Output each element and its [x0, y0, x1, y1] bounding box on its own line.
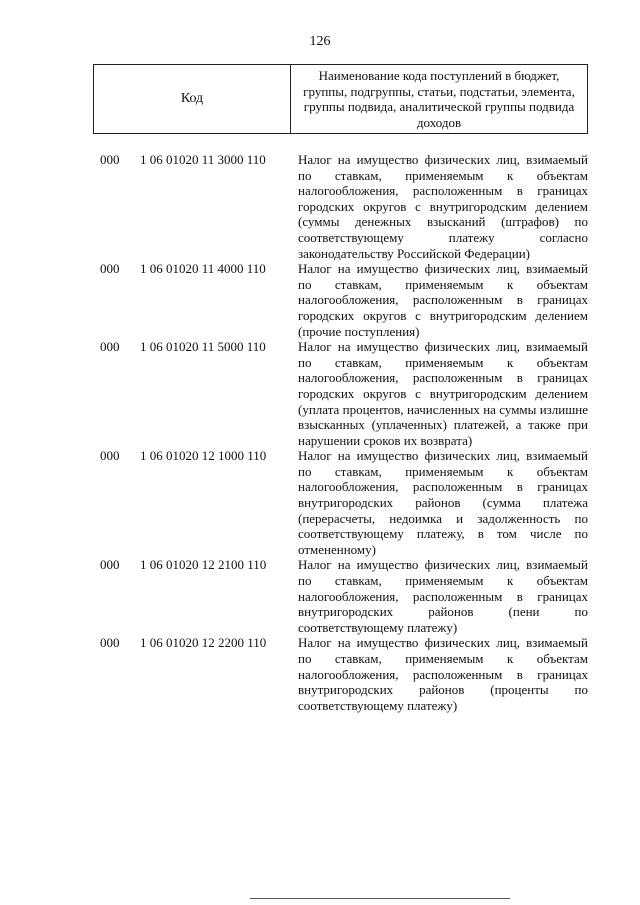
admin-code: 000	[100, 152, 120, 167]
income-name: Налог на имущество физических лиц, взимаемый по ставкам, применяемым к объектам налогообложения, расположенным в границах внутригородских районов (пени по соответствующему платежу)	[298, 557, 588, 635]
page-number: 126	[309, 34, 331, 49]
table-row	[0, 339, 640, 448]
table-row	[0, 448, 640, 557]
income-name: Налог на имущество физических лиц, взимаемый по ставкам, применяемым к объектам налогообложения, расположенным в границах городских округов с внутригородским делением (уплата процентов, начисленных на суммы излишне взысканных (уплаченных) платежей, а также при нарушении сроков их возврата)	[298, 339, 588, 448]
header-code-label: Код	[94, 65, 291, 133]
header-name-label: Наименование кода поступлений в бюджет, группы, подгруппы, статьи, подстатьи, элемента, группы подвида, аналитической группы подвида доходов	[303, 68, 575, 130]
admin-code: 000	[100, 448, 120, 464]
admin-code: 000	[100, 339, 120, 355]
table-row	[0, 557, 640, 635]
table-row	[0, 261, 640, 339]
admin-code: 000	[100, 261, 120, 277]
income-code: 1 06 01020 12 2100 110	[140, 557, 267, 573]
page-bottom-edge	[250, 898, 510, 899]
income-name: Налог на имущество физических лиц, взимаемый по ставкам, применяемым к объектам налогообложения, расположенным в границах городских округов с внутригородским делением (прочие поступления)	[298, 261, 588, 339]
income-code: 1 06 01020 11 4000 110	[140, 261, 266, 277]
table-row	[0, 152, 640, 261]
income-code-list	[0, 152, 640, 713]
admin-code: 000	[100, 557, 120, 573]
table-row	[0, 635, 640, 713]
income-code: 1 06 01020 11 5000 110	[140, 339, 266, 355]
table-header	[93, 64, 588, 134]
income-name: Налог на имущество физических лиц, взимаемый по ставкам, применяемым к объектам налогообложения, расположенным в границах внутригородских районов (сумма платежа (перерасчеты, недоимка и задолженность по соответствующему платежу, в том числе по отмененному)	[298, 448, 588, 557]
income-name: Налог на имущество физических лиц, взимаемый по ставкам, применяемым к объектам налогообложения, расположенным в границах городских округов с внутригородским делением (суммы денежных взысканий (штрафов) по соответствующему платежу согласно законодательству Российской Федерации)	[298, 152, 588, 261]
admin-code: 000	[100, 635, 120, 651]
income-code: 1 06 01020 12 1000 110	[140, 448, 267, 464]
income-code: 1 06 01020 11 3000 110	[140, 152, 266, 167]
income-name: Налог на имущество физических лиц, взимаемый по ставкам, применяемым к объектам налогообложения, расположенным в границах внутригородских районов (проценты по соответствующему платежу)	[298, 635, 588, 713]
income-code: 1 06 01020 12 2200 110	[140, 635, 267, 651]
